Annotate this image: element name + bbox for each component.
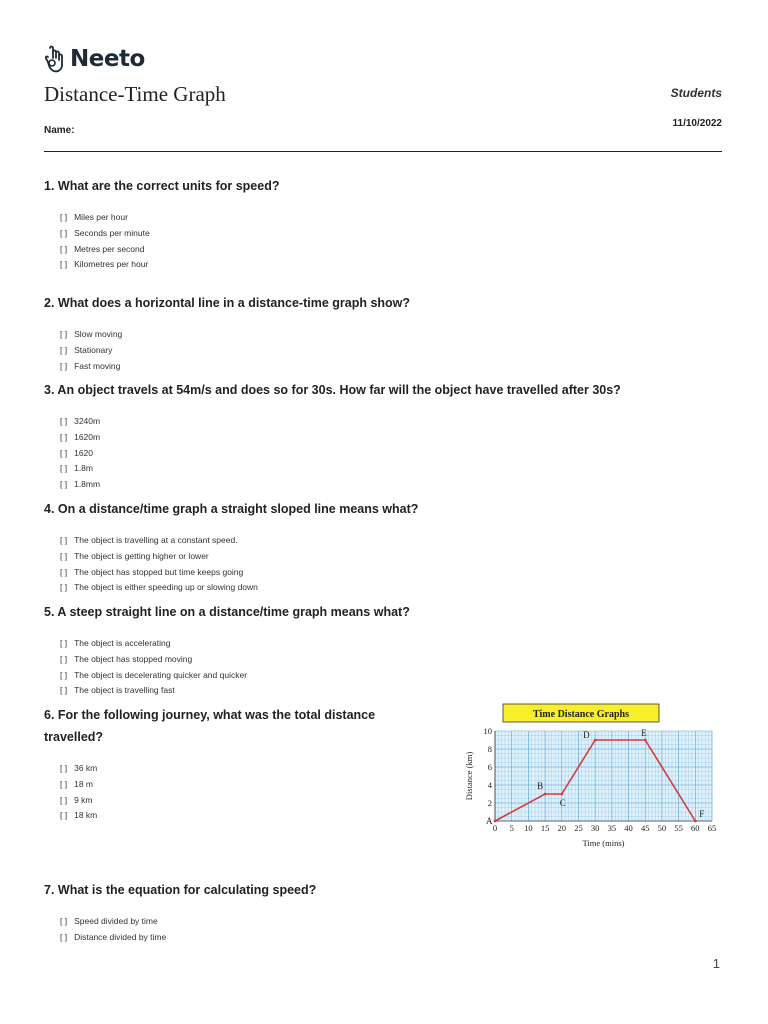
chart-svg [454,700,734,860]
option-label: The object is getting higher or lower [74,550,209,561]
question-1 [44,175,279,273]
option-list [60,210,279,273]
point-label: B [537,781,544,791]
question-2 [44,292,410,374]
option-item [60,652,410,668]
option-label: 1620m [74,431,101,442]
option-label: Miles per hour [74,212,128,222]
option-list [60,327,410,374]
x-tick-label: 15 [540,823,550,833]
data-point [644,739,647,742]
data-point [544,793,547,796]
option-item [60,461,621,477]
option-item [60,226,279,242]
checkbox[interactable]: [ ] [60,653,68,664]
checkbox[interactable]: [ ] [60,360,68,371]
x-tick-label: 5 [509,823,514,833]
option-list [60,914,316,946]
option-list [60,414,621,493]
option-label: The object is accelerating [74,638,171,648]
option-item [60,914,316,930]
option-item [60,777,424,793]
hand-ok-icon [44,44,66,74]
option-item [60,808,424,824]
question-3 [44,379,621,493]
option-item [60,343,410,359]
name-label: Name: [44,125,75,136]
question-title: 6. For the following journey, what was the total distance travelled? [44,708,376,744]
checkbox[interactable]: [ ] [60,463,68,474]
option-label: 1620 [74,447,94,458]
page-title: Distance-Time Graph [44,82,226,106]
data-point [494,820,497,823]
option-item [60,446,621,462]
point-label: F [699,809,705,819]
question-7 [44,879,316,946]
point-label: D [583,730,590,740]
question-title: 5. A steep straight line on a distance/time graph means what? [44,605,410,619]
point-label: A [486,816,493,826]
y-tick-label: 10 [483,726,492,736]
option-item [60,668,410,684]
checkbox[interactable]: [ ] [60,778,68,789]
date-label: 11/10/2022 [672,118,722,129]
option-item [60,580,418,596]
option-label: 1.8m [74,463,93,474]
option-item [60,761,424,777]
question-title: 3. An object travels at 54m/s and does so for 30s. How far will the object have travelled after 30s? [44,383,621,397]
x-tick-label: 60 [691,823,700,833]
brand-logo [44,44,145,74]
data-point [594,739,597,742]
question-title: 1. What are the correct units for speed? [44,179,280,193]
option-item [60,565,418,581]
x-tick-label: 20 [557,823,567,833]
checkbox[interactable]: [ ] [60,582,68,593]
brand-name: Neeto [70,46,145,72]
question-5 [44,601,410,699]
option-item [60,636,410,652]
x-tick-label: 25 [574,823,583,833]
x-tick-label: 30 [590,823,600,833]
x-tick-label: 35 [607,823,617,833]
option-item [60,414,621,430]
question-4 [44,498,418,596]
y-tick-label: 6 [487,762,492,772]
option-label: The object is either speeding up or slowing down [74,582,258,593]
option-item [60,549,418,565]
option-label: The object has stopped but time keeps going [74,566,244,577]
option-label: Speed divided by time [74,916,158,926]
checkbox[interactable]: [ ] [60,431,68,442]
option-label: Kilometres per hour [74,259,149,270]
option-label: 36 km [74,763,98,773]
option-item [60,210,279,226]
option-item [60,930,316,946]
option-item [60,242,279,258]
y-axis-label: Distance (km) [464,751,474,801]
checkbox[interactable]: [ ] [60,329,68,339]
checkbox[interactable]: [ ] [60,447,68,458]
checkbox[interactable]: [ ] [60,566,68,577]
checkbox[interactable]: [ ] [60,344,68,355]
distance-time-chart [454,700,734,860]
checkbox[interactable]: [ ] [60,243,68,254]
option-label: Seconds per minute [74,227,150,238]
y-tick-label: 4 [487,780,492,790]
x-tick-label: 55 [674,823,683,833]
x-tick-label: 50 [657,823,667,833]
x-tick-label: 65 [707,823,717,833]
option-item [60,257,279,273]
data-point [694,820,697,823]
option-item [60,793,424,809]
question-6 [44,704,424,824]
point-label: E [641,728,647,738]
header-divider [44,151,722,152]
option-label: The object is decelerating quicker and quicker [74,669,248,680]
checkbox[interactable]: [ ] [60,810,68,821]
option-list [60,636,410,699]
checkbox[interactable]: [ ] [60,550,68,561]
checkbox[interactable]: [ ] [60,685,68,696]
chart-title: Time Distance Graphs [533,709,629,720]
question-title: 7. What is the equation for calculating speed? [44,883,317,897]
checkbox[interactable]: [ ] [60,638,68,648]
question-title: 4. On a distance/time graph a straight sloped line means what? [44,502,419,516]
option-item [60,359,410,375]
checkbox[interactable]: [ ] [60,212,68,222]
option-label: Metres per second [74,243,145,254]
checkbox[interactable]: [ ] [60,259,68,270]
x-tick-label: 40 [624,823,633,833]
data-point [560,793,563,796]
x-tick-label: 0 [492,823,498,833]
option-label: 3240m [74,416,101,426]
checkbox[interactable]: [ ] [60,669,68,680]
page-number: 1 [712,956,720,971]
option-item [60,430,621,446]
option-label: 9 km [74,794,93,805]
option-item [60,683,410,699]
checkbox[interactable]: [ ] [60,763,68,773]
checkbox[interactable]: [ ] [60,916,68,926]
y-tick-label: 2 [487,798,492,808]
option-label: Fast moving [74,360,121,371]
checkbox[interactable]: [ ] [60,227,68,238]
option-label: Distance divided by time [74,931,167,942]
option-label: 18 km [74,810,98,821]
option-label: The object is travelling at a constant speed. [74,535,238,545]
y-tick-label: 8 [487,744,492,754]
option-label: Slow moving [74,329,123,339]
x-axis-label: Time (mins) [582,838,625,848]
option-item [60,327,410,343]
option-label: The object is travelling fast [74,685,175,696]
checkbox[interactable]: [ ] [60,416,68,426]
x-tick-label: 10 [524,823,533,833]
audience-label: Students [670,86,722,100]
option-label: 1.8mm [74,479,101,490]
checkbox[interactable]: [ ] [60,794,68,805]
option-item [60,477,621,493]
option-item [60,533,418,549]
checkbox[interactable]: [ ] [60,535,68,545]
question-title: 2. What does a horizontal line in a distance-time graph show? [44,296,411,310]
option-label: The object has stopped moving [74,653,193,664]
point-label: C [559,798,566,808]
option-label: 18 m [74,778,93,789]
option-list [60,533,418,596]
x-tick-label: 45 [640,823,650,833]
option-list [60,761,424,824]
checkbox[interactable]: [ ] [60,479,68,490]
option-label: Stationary [74,344,113,355]
checkbox[interactable]: [ ] [60,931,68,942]
